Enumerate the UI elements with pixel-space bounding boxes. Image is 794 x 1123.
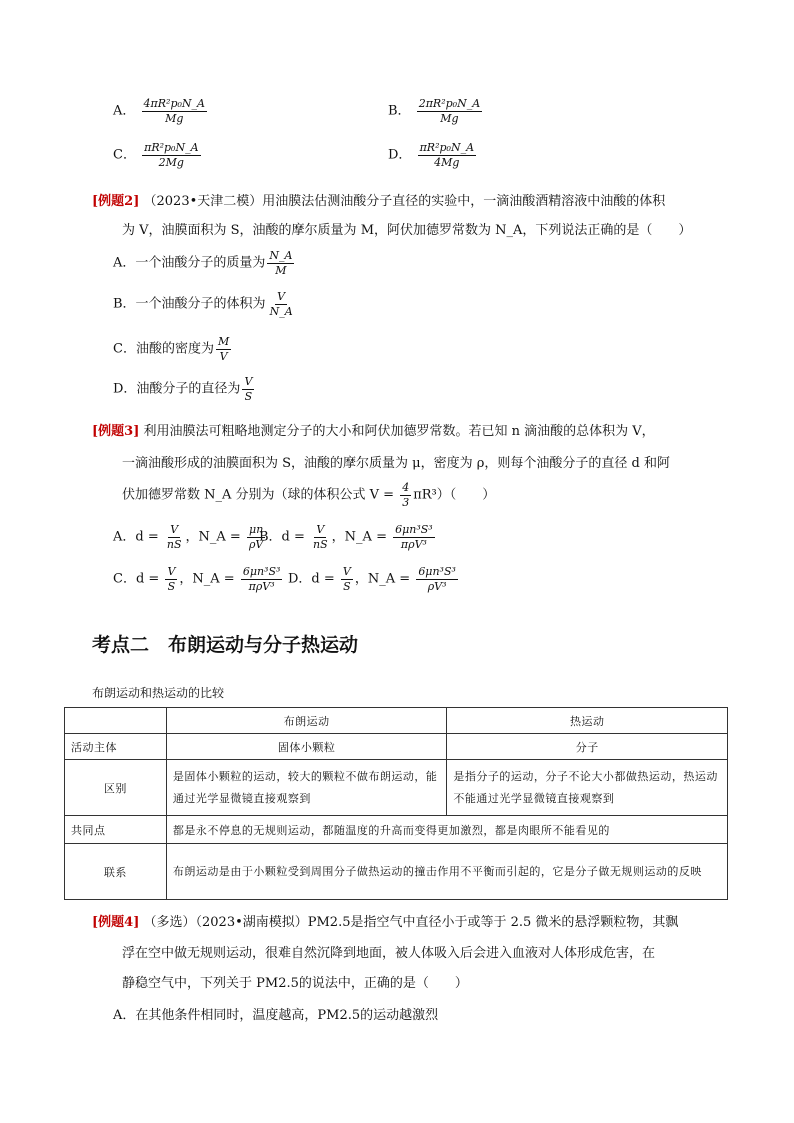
denominator: N_A xyxy=(269,304,293,318)
fraction xyxy=(142,142,200,168)
table-cell: 固体小颗粒 xyxy=(166,734,447,760)
fraction xyxy=(268,291,295,317)
example-3-line1 xyxy=(92,420,655,439)
table-header-cell: 布朗运动 xyxy=(166,708,447,734)
comparison-table xyxy=(64,707,728,900)
denominator: 4Mg xyxy=(434,155,460,169)
fraction xyxy=(417,98,482,124)
denominator: πρV³ xyxy=(400,537,427,551)
numerator: 4πR²p₀N_A xyxy=(143,97,205,110)
denominator: ρV³ xyxy=(427,579,447,593)
question-text: （2023•天津二模）用油膜法估测油酸分子直径的实验中，一滴油酸酒精溶液中油酸的体积 xyxy=(143,194,666,209)
example-2-option-b xyxy=(113,291,297,317)
example-3-option-a xyxy=(113,524,267,550)
table-cell: 是指分子的运动，分子不论大小都做热运动，热运动不能通过光学显微镜直接观察到 xyxy=(447,760,728,816)
numerator: M xyxy=(217,335,230,348)
question-text: 利用油膜法可粗略地测定分子的大小和阿伏加德罗常数。若已知 n 滴油酸的总体积为 V， xyxy=(143,424,655,439)
fraction xyxy=(165,524,184,550)
table-cell: 都是永不停息的无规则运动，都随温度的升高而变得更加激烈，都是肉眼所不能看见的 xyxy=(166,816,727,844)
example-2-option-c xyxy=(113,336,233,362)
numerator: πR²p₀N_A xyxy=(419,141,475,154)
table-cell: 区别 xyxy=(65,760,167,816)
fraction xyxy=(241,566,283,592)
option-b-top xyxy=(388,98,484,124)
denominator: πρV³ xyxy=(248,579,275,593)
option-text: A．一个油酸分子的质量为 xyxy=(113,255,266,271)
numerator: μn xyxy=(249,523,264,536)
fraction xyxy=(418,142,476,168)
option-letter: A． xyxy=(113,103,136,119)
example-3-option-b xyxy=(259,524,437,550)
numerator: V xyxy=(170,523,179,536)
numerator: V xyxy=(167,565,176,578)
denominator: S xyxy=(167,579,176,593)
table-cell: 共同点 xyxy=(65,816,167,844)
option-letter: D． xyxy=(388,147,412,163)
option-text: ，N_A = xyxy=(331,529,387,545)
example-3-option-d xyxy=(288,566,460,592)
table-row xyxy=(65,844,728,900)
numerator: πR²p₀N_A xyxy=(144,141,199,154)
table-row xyxy=(65,760,728,816)
example-4-line3: 静稳空气中，下列关于 PM2.5的说法中，正确的是（ ） xyxy=(122,976,468,991)
table-caption: 布朗运动和热运动的比较 xyxy=(92,686,225,700)
numerator: 6μn³S³ xyxy=(418,565,456,578)
example-2-line1 xyxy=(92,190,665,209)
example-4-option-a: A．在其他条件相同时，温度越高，PM2.5的运动越激烈 xyxy=(113,1008,439,1023)
numerator: V xyxy=(316,523,325,536)
numerator: V xyxy=(244,375,253,388)
option-text: C．油酸的密度为 xyxy=(113,341,214,357)
example-label: [例题3] xyxy=(92,424,140,439)
example-3-line2: 一滴油酸形成的油膜面积为 S，油酸的摩尔质量为 μ，密度为 ρ，则每个油酸分子的直径 d 和阿 xyxy=(122,456,670,471)
fraction xyxy=(267,250,294,276)
option-text: A．d = xyxy=(113,529,159,545)
denominator: nS xyxy=(166,537,182,551)
option-letter: B． xyxy=(388,103,411,119)
numerator: 6μn³S³ xyxy=(242,565,281,578)
table-header-cell: 热运动 xyxy=(447,708,728,734)
example-3-line3 xyxy=(122,482,495,508)
section-heading: 考点二 布朗运动与分子热运动 xyxy=(92,634,359,656)
fraction xyxy=(142,98,207,124)
numerator: V xyxy=(342,565,351,578)
denominator: M xyxy=(275,263,287,277)
question-text: πR³）（ ） xyxy=(413,487,496,503)
option-text: ，N_A = xyxy=(179,571,235,587)
denominator: V xyxy=(219,349,228,363)
numerator: 2πR²p₀N_A xyxy=(418,97,481,110)
question-text: （多选）（2023•湖南模拟）PM2.5是指空气中直径小于或等于 2.5 微米的悬浮颗粒物，其飘 xyxy=(143,915,679,930)
table-header-row xyxy=(65,708,728,734)
fraction xyxy=(393,524,435,550)
fraction xyxy=(216,336,231,362)
fraction xyxy=(400,482,411,508)
fraction xyxy=(311,524,330,550)
numerator: 6μn³S³ xyxy=(395,523,433,536)
table-header-cell xyxy=(65,708,167,734)
table-cell: 是固体小颗粒的运动，较大的颗粒不做布朗运动，能通过光学显微镜直接观察到 xyxy=(166,760,447,816)
example-label: [例题2] xyxy=(92,194,140,209)
table-cell: 布朗运动是由于小颗粒受到周围分子做热运动的撞击作用不平衡而引起的，它是分子做无规则运动的反映 xyxy=(166,844,727,900)
fraction xyxy=(416,566,458,592)
table-cell: 联系 xyxy=(65,844,167,900)
fraction xyxy=(341,566,353,592)
table-row xyxy=(65,734,728,760)
table-cell: 分子 xyxy=(447,734,728,760)
question-text: 伏加德罗常数 N_A 分别为（球的体积公式 V = xyxy=(122,487,395,503)
option-text: B．一个油酸分子的体积为 xyxy=(113,296,266,312)
denominator: ρV xyxy=(248,537,264,551)
option-a-top xyxy=(113,98,209,124)
denominator: nS xyxy=(313,537,328,551)
fraction xyxy=(165,566,177,592)
table-row xyxy=(65,816,728,844)
example-label: [例题4] xyxy=(92,915,140,930)
option-text: D．油酸分子的直径为 xyxy=(113,381,241,397)
table-cell: 活动主体 xyxy=(65,734,167,760)
option-text: D．d = xyxy=(288,571,335,587)
denominator: 2Mg xyxy=(158,155,184,169)
example-4-line1 xyxy=(92,911,678,930)
denominator: 3 xyxy=(402,495,410,509)
option-text: C．d = xyxy=(113,571,160,587)
denominator: Mg xyxy=(440,111,459,125)
numerator: 4 xyxy=(402,481,410,494)
option-c-top xyxy=(113,142,203,168)
fraction xyxy=(242,376,254,402)
denominator: S xyxy=(244,389,253,403)
example-3-option-c xyxy=(113,566,284,592)
option-letter: C． xyxy=(113,147,136,163)
numerator: V xyxy=(277,290,286,303)
option-d-top xyxy=(388,142,478,168)
denominator: Mg xyxy=(165,111,184,125)
numerator: N_A xyxy=(269,249,293,262)
denominator: S xyxy=(343,579,351,593)
example-4-line2: 浮在空中做无规则运动，很难自然沉降到地面，被人体吸入后会进入血液对人体形成危害，在 xyxy=(122,946,656,961)
option-text: B．d = xyxy=(259,529,305,545)
example-2-option-d xyxy=(113,376,256,402)
example-2-option-a xyxy=(113,250,296,276)
option-text: ，N_A = xyxy=(185,529,241,545)
option-text: ，N_A = xyxy=(354,571,411,587)
example-2-line2: 为 V，油膜面积为 S，油酸的摩尔质量为 M，阿伏加德罗常数为 N_A，下列说法正确的是（ ） xyxy=(122,223,692,238)
